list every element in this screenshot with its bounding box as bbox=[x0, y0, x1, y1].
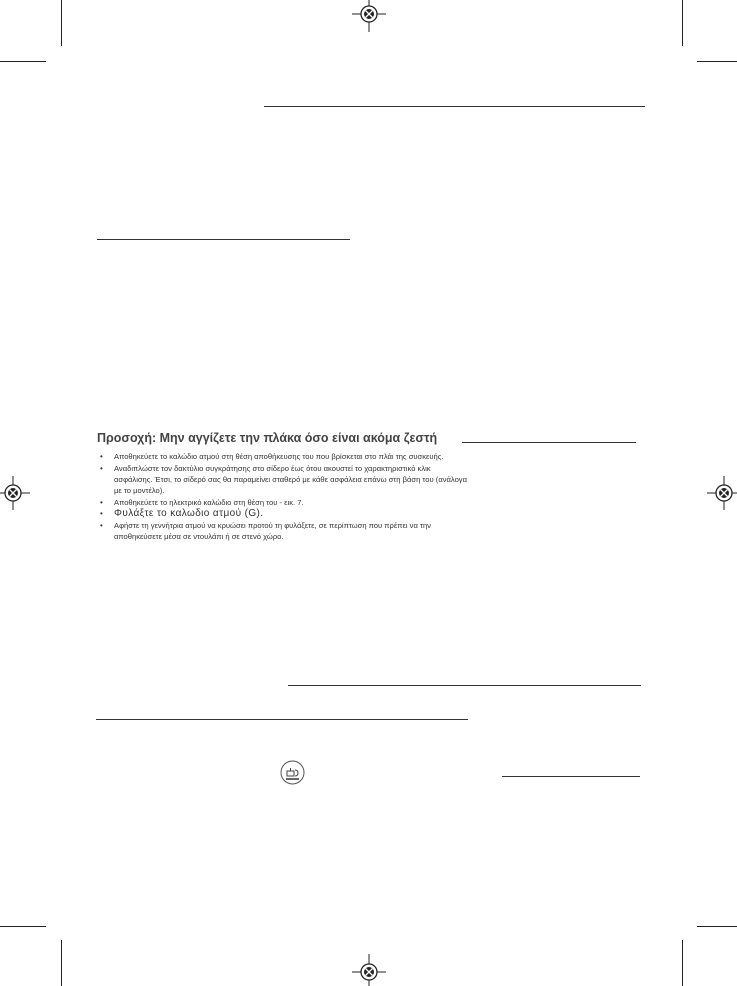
crop-mark-top-right-h bbox=[697, 61, 737, 62]
divider-rule bbox=[96, 719, 468, 720]
registration-target-icon bbox=[352, 954, 386, 986]
crop-mark-top-left-h bbox=[0, 61, 46, 62]
list-item: • Φυλάξτε το καλωδιο ατμού (G). bbox=[100, 508, 470, 520]
instruction-list bbox=[100, 451, 470, 542]
crop-mark-top-right-v bbox=[682, 0, 683, 46]
list-item: • Αναδιπλώστε τον δακτύλιο συγκράτησης στο σίδερο έως ότου ακουστεί το χαρακτηριστικό κλικ ασφάλισης. Έτσι, το σίδερό σας θα παραμείνει σταθερό με κάθε ασφάλεια επάνω στη βάση του (ανάλογα με το μοντέλο). bbox=[100, 463, 470, 496]
divider-rule bbox=[502, 776, 640, 777]
divider-rule bbox=[97, 239, 350, 240]
list-item: • Αφήστε τη γεννήτρια ατμού να κρυώσει προτού τη φυλάξετε, σε περίπτωση που πρέπει να την αποθηκεύσετε μέσα σε ντουλάπι ή σε στενό χώρο. bbox=[100, 520, 470, 542]
list-item: • Αποθηκεύετε το καλώδιο ατμού στη θέση αποθήκευσης του που βρίσκεται στο πλάι της συσκευής. bbox=[100, 451, 470, 462]
crop-mark-bottom-left-v bbox=[61, 940, 62, 986]
divider-rule bbox=[462, 442, 636, 443]
registration-target-icon bbox=[707, 476, 737, 510]
registration-target-icon bbox=[352, 0, 386, 32]
warning-heading: Προσοχή: Μην αγγίζετε την πλάκα όσο είναι ακόμα ζεστή bbox=[97, 431, 438, 445]
recycle-badge-icon bbox=[280, 760, 305, 785]
crop-mark-bottom-right-h bbox=[697, 926, 737, 927]
crop-mark-top-left-v bbox=[61, 0, 62, 46]
list-item: • Αποθηκεύετε το ηλεκτρικό καλώδιο στη θέση του - εικ. 7. bbox=[100, 497, 470, 508]
registration-target-icon bbox=[0, 476, 30, 510]
crop-mark-bottom-right-v bbox=[682, 940, 683, 986]
divider-rule bbox=[264, 106, 645, 107]
crop-mark-bottom-left-h bbox=[0, 926, 46, 927]
divider-rule bbox=[288, 685, 641, 686]
